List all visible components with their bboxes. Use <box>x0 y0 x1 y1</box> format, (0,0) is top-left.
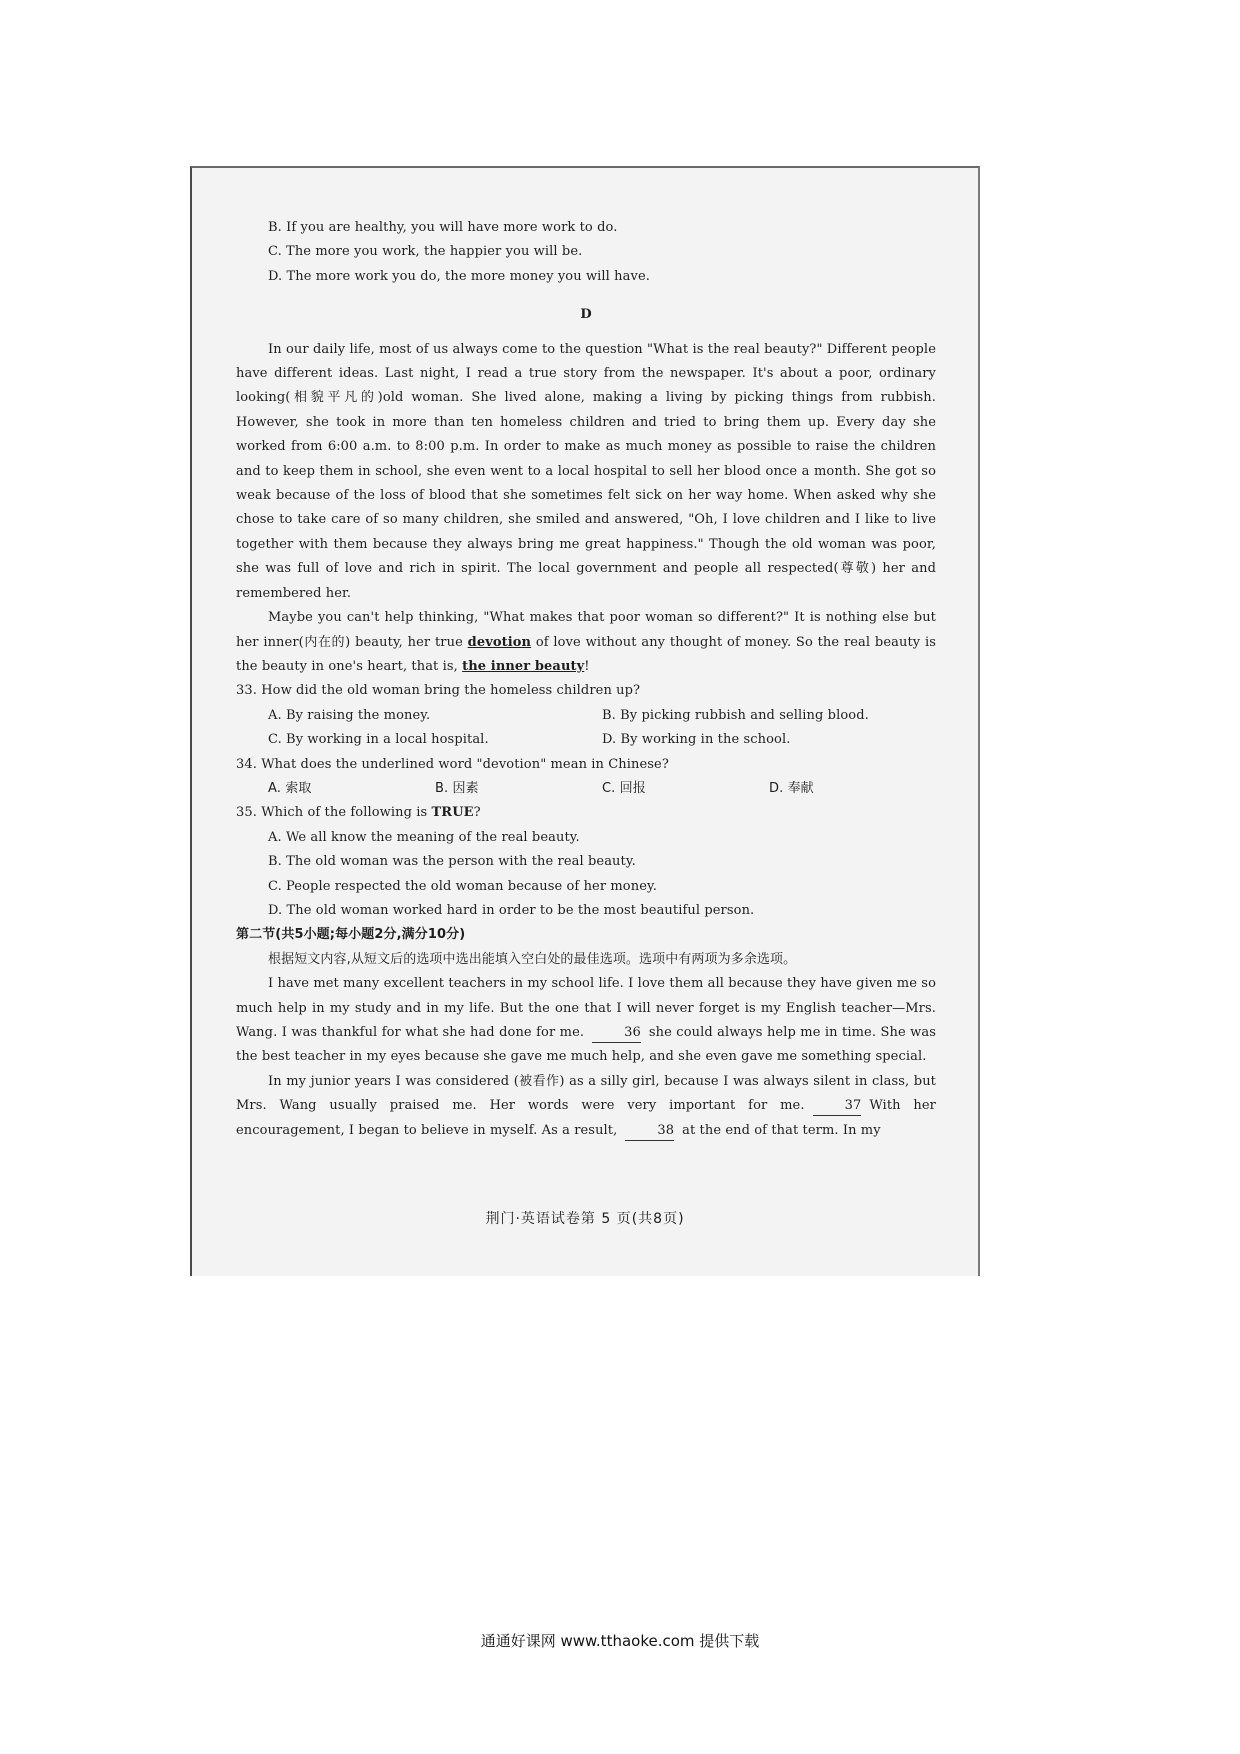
question-33 <box>236 679 936 752</box>
question-33-option-d: D. By working in the school. <box>602 732 791 748</box>
question-33-option-c: C. By working in a local hospital. <box>268 732 489 748</box>
section-heading-d: D <box>580 307 592 323</box>
question-34-option-c: C. 回报 <box>602 780 646 796</box>
question-35-stem <box>236 801 936 825</box>
prev-option-c: C. The more you work, the happier you will be. <box>268 244 583 260</box>
question-33-stem: 33. How did the old woman bring the homeless children up? <box>236 683 641 699</box>
question-35-stem-text: 35. Which of the following is <box>236 805 432 821</box>
passage-p2-part1: Maybe you can't help thinking, "What makes that poor woman so different?" It is nothing else but her inner(内在的) beauty, her true <box>236 610 936 650</box>
question-34-options <box>236 777 936 801</box>
question-35-option-b: B. The old woman was the person with the real beauty. <box>268 854 636 870</box>
question-35-option-c: C. People respected the old woman because of her money. <box>268 878 657 894</box>
cloze-paragraph-2 <box>236 1070 936 1143</box>
section-2-instructions <box>236 948 936 972</box>
question-33-option-b: B. By picking rubbish and selling blood. <box>602 707 869 723</box>
exam-page-footer: 荆门·英语试卷第 5 页(共8页) <box>485 1211 685 1227</box>
site-download-footer: 通通好课网 www.tthaoke.com 提供下载 <box>480 1632 760 1650</box>
question-35-stem-end: ? <box>473 805 481 821</box>
scanned-exam-page <box>190 166 980 1276</box>
cloze-p2-part1: In my junior years I was considered (被看作) as a silly girl, because I was always silent in class, but Mrs. Wang usually praised me. Her words were very important for me. <box>236 1073 936 1114</box>
question-35-option-a: A. We all know the meaning of the real beauty. <box>268 829 580 845</box>
cloze-p1-part2: she could always help me in time. She was the best teacher in my eyes because she gave me much help, and she even gave me something special. <box>236 1025 936 1065</box>
passage-paragraph-1: In our daily life, most of us always come to the question "What is the real beauty?" Different people have different ideas. Last night, I read a true story from the newspaper. It's about a poor, ordinary looking(相貌平凡的)old woman. She lived alone, making a living by picking things from rubbish. However, she took in more than ten homeless children and tried to bring them up. Every day she worked from 6:00 a.m. to 8:00 p.m. In order to make as much money as possible to raise the children and to keep them in school, she even went to a local hospital to sell her blood once a month. She got so weak because of the loss of blood that she sometimes felt sick on her way home. When asked why she chose to take care of so many children, she smiled and answered, "Oh, I love children and I like to live together with them because they always bring me great happiness." Though the old woman was poor, she was full of love and rich in spirit. The local government and people all respected(尊敬) her and remembered her. <box>236 341 936 601</box>
cloze-passage <box>236 972 936 1143</box>
section-2-title: 第二节(共5小题;每小题2分,满分10分) <box>236 927 466 943</box>
question-33-options-row1 <box>236 704 936 728</box>
cloze-paragraph-1 <box>236 972 936 1070</box>
question-34-option-d: D. 奉献 <box>769 780 814 796</box>
question-33-options-row2 <box>236 728 936 752</box>
section-2-instructions-text: 根据短文内容,从短文后的选项中选出能填入空白处的最佳选项。选项中有两项为多余选项。 <box>268 951 797 967</box>
question-33-option-a: A. By raising the money. <box>268 707 431 723</box>
question-34-option-a: A. 索取 <box>268 780 312 796</box>
question-34-stem: 34. What does the underlined word "devotion" mean in Chinese? <box>236 756 669 772</box>
passage-p2-part2: of love without any thought of money. So the real beauty is the beauty in one's heart, that is, <box>236 634 936 674</box>
cloze-p2-part2: With her encouragement, I began to believe in myself. As a result, <box>236 1098 936 1138</box>
question-35-option-d: D. The old woman worked hard in order to be the most beautiful person. <box>268 902 755 918</box>
page-content <box>236 216 936 1143</box>
reading-passage <box>236 338 936 680</box>
blank-38: 38 <box>625 1122 674 1141</box>
passage-p2-end: ! <box>584 658 590 674</box>
passage-paragraph-2 <box>236 606 936 679</box>
question-34 <box>236 753 936 802</box>
blank-36: 36 <box>592 1024 641 1043</box>
question-35-stem-emphasis: TRUE <box>431 805 474 821</box>
underlined-word-devotion: devotion <box>467 634 532 650</box>
prev-option-d: D. The more work you do, the more money you will have. <box>268 268 650 284</box>
blank-37: 37 <box>813 1097 862 1116</box>
prev-option-b: B. If you are healthy, you will have more work to do. <box>268 220 618 235</box>
question-35 <box>236 801 936 923</box>
question-34-option-b: B. 因素 <box>435 780 479 796</box>
cloze-p1-part1: I have met many excellent teachers in my school life. I love them all because they have given me so much help in my study and in my life. But the one that I will never forget is my English teacher—Mrs. Wang. I was thankful for what she had done for me. <box>236 976 936 1040</box>
underlined-phrase-inner-beauty: the inner beauty <box>462 658 585 674</box>
cloze-p2-part3: at the end of that term. In my <box>682 1122 881 1138</box>
